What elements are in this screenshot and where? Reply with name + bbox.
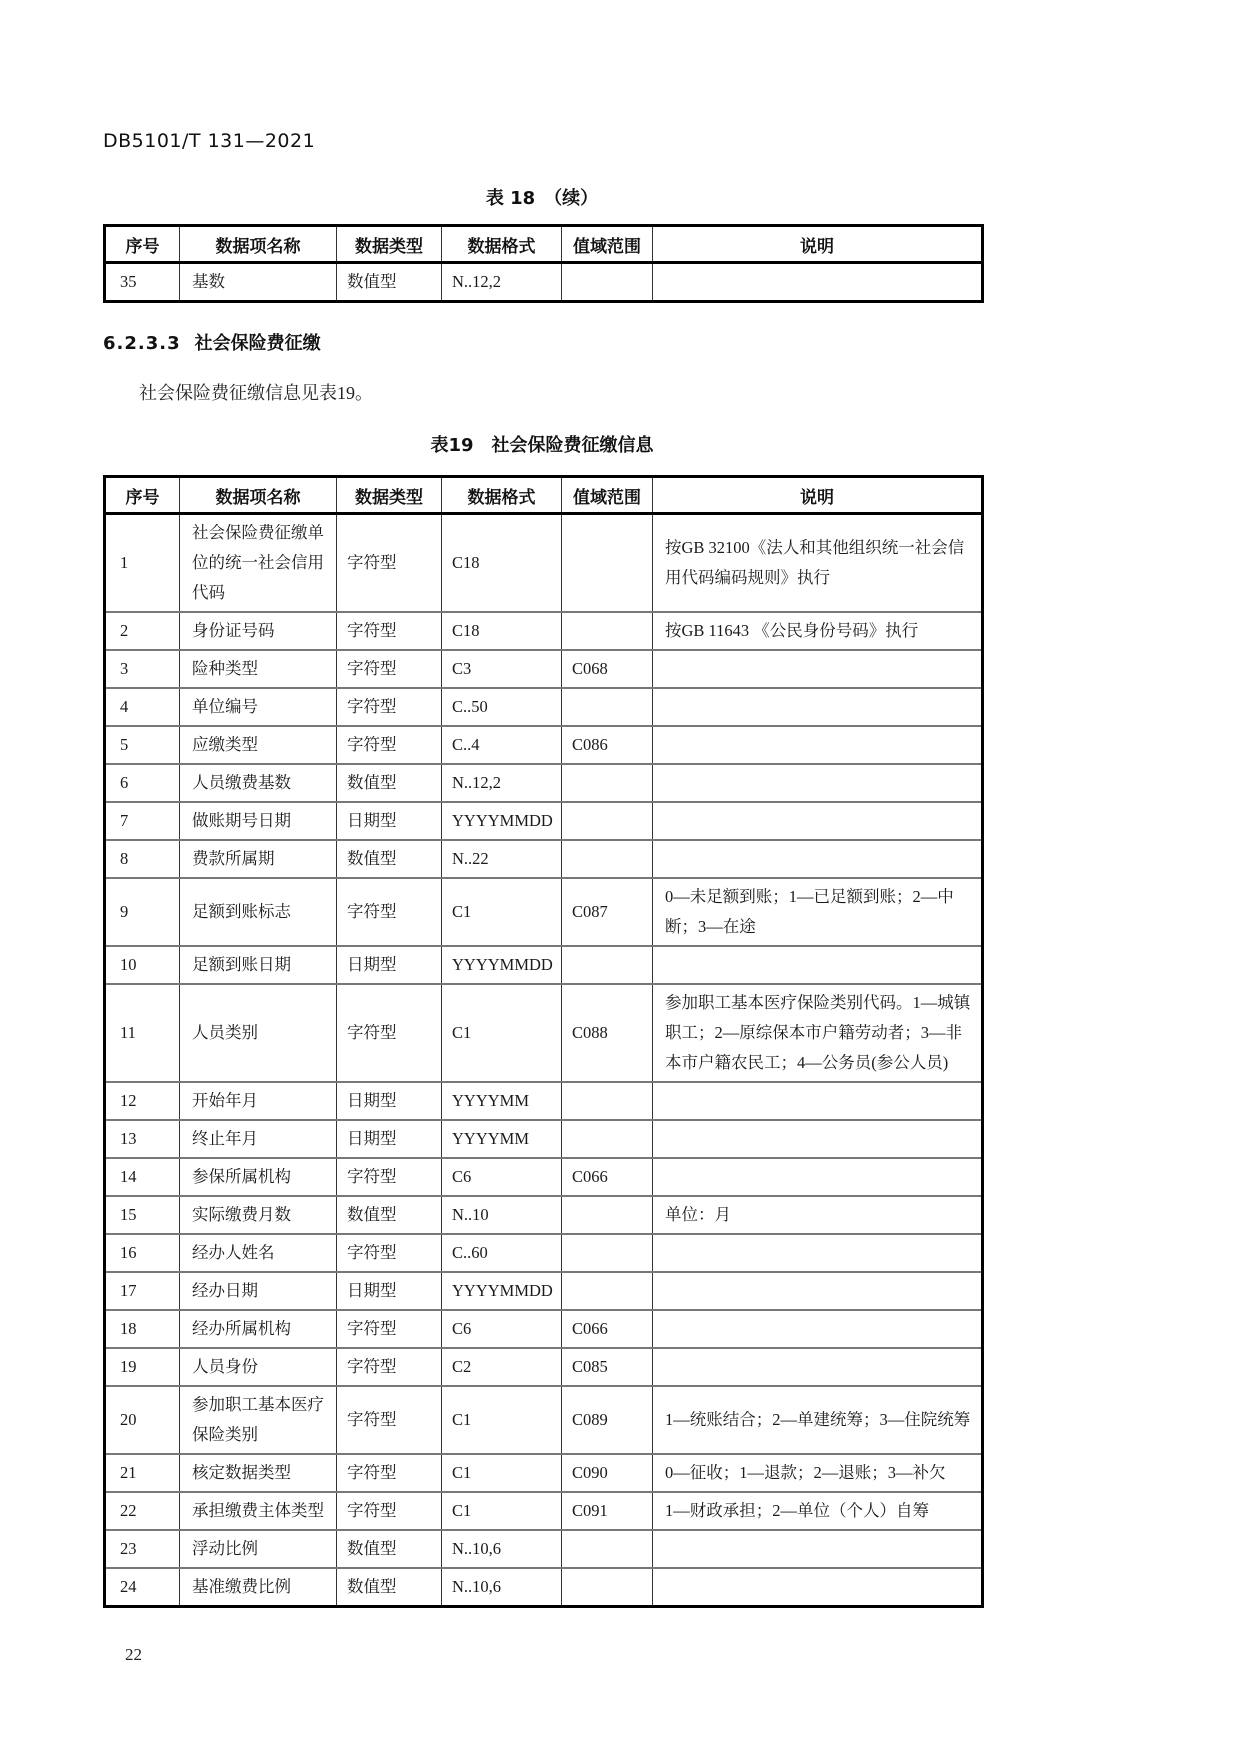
table-cell: 险种类型 bbox=[180, 650, 337, 688]
column-header: 值域范围 bbox=[562, 477, 653, 514]
table-cell: C066 bbox=[562, 1310, 653, 1348]
table-cell bbox=[653, 1272, 983, 1310]
table-cell: C6 bbox=[442, 1310, 562, 1348]
table19 bbox=[103, 475, 984, 1608]
table-cell bbox=[653, 726, 983, 764]
table-cell: 字符型 bbox=[337, 1492, 442, 1530]
table-cell bbox=[562, 840, 653, 878]
table-cell bbox=[653, 650, 983, 688]
table-cell: 9 bbox=[105, 878, 180, 946]
table-cell: 数值型 bbox=[337, 1568, 442, 1607]
table-cell: 0—未足额到账；1—已足额到账；2—中断；3—在途 bbox=[653, 878, 983, 946]
table-cell: 5 bbox=[105, 726, 180, 764]
table-cell: 11 bbox=[105, 984, 180, 1082]
table-cell: C18 bbox=[442, 514, 562, 613]
table-cell: 核定数据类型 bbox=[180, 1454, 337, 1492]
table-cell: 10 bbox=[105, 946, 180, 984]
table-cell: C..50 bbox=[442, 688, 562, 726]
page-content bbox=[103, 130, 981, 1608]
table-cell: 24 bbox=[105, 1568, 180, 1607]
table-row bbox=[105, 1082, 983, 1120]
table-cell: 社会保险费征缴单位的统一社会信用代码 bbox=[180, 514, 337, 613]
table-row bbox=[105, 514, 983, 613]
table-row bbox=[105, 1196, 983, 1234]
table-cell: 开始年月 bbox=[180, 1082, 337, 1120]
table-cell bbox=[653, 1568, 983, 1607]
table-cell: C089 bbox=[562, 1386, 653, 1454]
table-cell: 基数 bbox=[180, 263, 337, 302]
table-row bbox=[105, 878, 983, 946]
table-cell: 字符型 bbox=[337, 726, 442, 764]
table-cell: 人员缴费基数 bbox=[180, 764, 337, 802]
table-cell: N..12,2 bbox=[442, 764, 562, 802]
table-cell: 单位编号 bbox=[180, 688, 337, 726]
table-cell: 字符型 bbox=[337, 688, 442, 726]
table-row bbox=[105, 688, 983, 726]
table-cell: 字符型 bbox=[337, 1310, 442, 1348]
table-cell: 经办所属机构 bbox=[180, 1310, 337, 1348]
table-row bbox=[105, 1568, 983, 1607]
table-cell: 经办人姓名 bbox=[180, 1234, 337, 1272]
table-cell bbox=[562, 1568, 653, 1607]
table-row bbox=[105, 1234, 983, 1272]
table-cell: 人员身份 bbox=[180, 1348, 337, 1386]
table-cell: C1 bbox=[442, 984, 562, 1082]
table-cell: 字符型 bbox=[337, 878, 442, 946]
table-cell: C088 bbox=[562, 984, 653, 1082]
table-row bbox=[105, 946, 983, 984]
table-cell: 字符型 bbox=[337, 1234, 442, 1272]
table-cell: 16 bbox=[105, 1234, 180, 1272]
column-header: 值域范围 bbox=[562, 226, 653, 263]
table-cell: C087 bbox=[562, 878, 653, 946]
table-cell: 按GB 32100《法人和其他组织统一社会信用代码编码规则》执行 bbox=[653, 514, 983, 613]
table-cell: 数值型 bbox=[337, 1530, 442, 1568]
table-cell bbox=[562, 514, 653, 613]
table-cell: 17 bbox=[105, 1272, 180, 1310]
table-cell: 费款所属期 bbox=[180, 840, 337, 878]
page-number: 22 bbox=[125, 1645, 142, 1664]
table-row bbox=[105, 840, 983, 878]
table-cell: C090 bbox=[562, 1454, 653, 1492]
column-header: 数据类型 bbox=[337, 226, 442, 263]
table-cell: 8 bbox=[105, 840, 180, 878]
table-row bbox=[105, 802, 983, 840]
table-cell: 数值型 bbox=[337, 764, 442, 802]
table-cell bbox=[653, 1234, 983, 1272]
table-cell: 字符型 bbox=[337, 1386, 442, 1454]
table-cell: 人员类别 bbox=[180, 984, 337, 1082]
table-cell: YYYYMMDD bbox=[442, 1272, 562, 1310]
table-cell: 15 bbox=[105, 1196, 180, 1234]
table-cell: 6 bbox=[105, 764, 180, 802]
table-cell bbox=[653, 1530, 983, 1568]
table-cell: 19 bbox=[105, 1348, 180, 1386]
table-cell: 做账期号日期 bbox=[180, 802, 337, 840]
table-cell: 字符型 bbox=[337, 612, 442, 650]
table-cell: N..10,6 bbox=[442, 1568, 562, 1607]
column-header: 数据项名称 bbox=[180, 226, 337, 263]
table-cell bbox=[562, 612, 653, 650]
table-cell: 0—征收；1—退款；2—退账；3—补欠 bbox=[653, 1454, 983, 1492]
section-title: 社会保险费征缴 bbox=[194, 333, 321, 354]
table-cell: 字符型 bbox=[337, 984, 442, 1082]
table-cell bbox=[562, 688, 653, 726]
table-row bbox=[105, 263, 983, 302]
table-row bbox=[105, 650, 983, 688]
table-cell: 经办日期 bbox=[180, 1272, 337, 1310]
table-row bbox=[105, 1530, 983, 1568]
table-cell: 13 bbox=[105, 1120, 180, 1158]
table-cell: C2 bbox=[442, 1348, 562, 1386]
table-cell bbox=[562, 1530, 653, 1568]
table-cell: N..10,6 bbox=[442, 1530, 562, 1568]
table-cell: 2 bbox=[105, 612, 180, 650]
table-cell: 应缴类型 bbox=[180, 726, 337, 764]
table-cell: 4 bbox=[105, 688, 180, 726]
table-row bbox=[105, 1310, 983, 1348]
table-cell: 20 bbox=[105, 1386, 180, 1454]
table-cell bbox=[562, 1082, 653, 1120]
table-cell: N..10 bbox=[442, 1196, 562, 1234]
column-header: 数据类型 bbox=[337, 477, 442, 514]
table-cell bbox=[653, 1348, 983, 1386]
table-cell bbox=[562, 764, 653, 802]
table-cell: C18 bbox=[442, 612, 562, 650]
table-cell bbox=[562, 1196, 653, 1234]
table19-caption: 表19 社会保险费征缴信息 bbox=[430, 435, 654, 456]
table-row bbox=[105, 1386, 983, 1454]
table-cell: 参加职工基本医疗保险类别代码。1—城镇职工；2—原综保本市户籍劳动者；3—非本市户籍农民工；4—公务员(参公人员) bbox=[653, 984, 983, 1082]
table-cell: 3 bbox=[105, 650, 180, 688]
table-cell: 23 bbox=[105, 1530, 180, 1568]
table-row bbox=[105, 1272, 983, 1310]
column-header: 数据格式 bbox=[442, 477, 562, 514]
table-cell bbox=[653, 688, 983, 726]
table-cell: 字符型 bbox=[337, 1158, 442, 1196]
column-header: 说明 bbox=[653, 477, 983, 514]
column-header: 数据格式 bbox=[442, 226, 562, 263]
table-cell: 数值型 bbox=[337, 840, 442, 878]
document-number: DB5101/T 131—2021 bbox=[103, 130, 316, 152]
table-cell: 日期型 bbox=[337, 802, 442, 840]
table-cell: C3 bbox=[442, 650, 562, 688]
column-header: 序号 bbox=[105, 477, 180, 514]
table-cell: N..12,2 bbox=[442, 263, 562, 302]
table-cell: 单位：月 bbox=[653, 1196, 983, 1234]
table-cell: 日期型 bbox=[337, 1120, 442, 1158]
table-cell: YYYYMMDD bbox=[442, 946, 562, 984]
table18 bbox=[103, 224, 984, 303]
table-cell: C1 bbox=[442, 1454, 562, 1492]
table-cell: C1 bbox=[442, 1492, 562, 1530]
table-cell: 参保所属机构 bbox=[180, 1158, 337, 1196]
table-cell: 日期型 bbox=[337, 1272, 442, 1310]
table-cell: 1—统账结合；2—单建统筹；3—住院统筹 bbox=[653, 1386, 983, 1454]
table-cell: 数值型 bbox=[337, 263, 442, 302]
table-cell: 数值型 bbox=[337, 1196, 442, 1234]
table-row bbox=[105, 726, 983, 764]
table-cell: 足额到账日期 bbox=[180, 946, 337, 984]
table-cell: 日期型 bbox=[337, 946, 442, 984]
table-cell: 足额到账标志 bbox=[180, 878, 337, 946]
table-cell bbox=[562, 946, 653, 984]
table-cell: YYYYMMDD bbox=[442, 802, 562, 840]
table-cell bbox=[653, 840, 983, 878]
table-cell: 22 bbox=[105, 1492, 180, 1530]
table-cell: C6 bbox=[442, 1158, 562, 1196]
table18-header bbox=[105, 226, 983, 263]
intro-paragraph: 社会保险费征缴信息见表19。 bbox=[139, 383, 373, 403]
table-cell bbox=[653, 1082, 983, 1120]
table-cell: 1 bbox=[105, 514, 180, 613]
table-row bbox=[105, 612, 983, 650]
table-row bbox=[105, 984, 983, 1082]
table-row bbox=[105, 1158, 983, 1196]
table-cell: 18 bbox=[105, 1310, 180, 1348]
table-cell: 14 bbox=[105, 1158, 180, 1196]
table-row bbox=[105, 1492, 983, 1530]
table-cell: 按GB 11643 《公民身份号码》执行 bbox=[653, 612, 983, 650]
table19-header bbox=[105, 477, 983, 514]
table-cell: 字符型 bbox=[337, 514, 442, 613]
table-cell bbox=[562, 263, 653, 302]
table-cell: 身份证号码 bbox=[180, 612, 337, 650]
table-cell: YYYYMM bbox=[442, 1120, 562, 1158]
table-cell: C1 bbox=[442, 878, 562, 946]
table-cell: C085 bbox=[562, 1348, 653, 1386]
table-cell: 7 bbox=[105, 802, 180, 840]
table-row bbox=[105, 764, 983, 802]
table-cell: YYYYMM bbox=[442, 1082, 562, 1120]
table-cell bbox=[653, 764, 983, 802]
table18-body bbox=[105, 263, 983, 302]
table-cell: 承担缴费主体类型 bbox=[180, 1492, 337, 1530]
table-cell: 浮动比例 bbox=[180, 1530, 337, 1568]
table-cell: 参加职工基本医疗保险类别 bbox=[180, 1386, 337, 1454]
table-cell: C066 bbox=[562, 1158, 653, 1196]
table-cell: N..22 bbox=[442, 840, 562, 878]
section-heading bbox=[103, 329, 981, 355]
table-cell bbox=[653, 263, 983, 302]
table19-body bbox=[105, 514, 983, 1607]
table-cell: C..4 bbox=[442, 726, 562, 764]
table-cell: 字符型 bbox=[337, 1348, 442, 1386]
table-cell: 1—财政承担；2—单位（个人）自筹 bbox=[653, 1492, 983, 1530]
table-row bbox=[105, 1454, 983, 1492]
column-header: 序号 bbox=[105, 226, 180, 263]
table-cell bbox=[562, 1234, 653, 1272]
table18-caption: 表 18 （续） bbox=[485, 188, 599, 209]
table-cell bbox=[562, 1120, 653, 1158]
table-row bbox=[105, 1348, 983, 1386]
table-cell: C091 bbox=[562, 1492, 653, 1530]
table-cell bbox=[653, 946, 983, 984]
table-cell bbox=[562, 1272, 653, 1310]
table-cell bbox=[653, 1310, 983, 1348]
table-cell: 实际缴费月数 bbox=[180, 1196, 337, 1234]
table-cell: 基准缴费比例 bbox=[180, 1568, 337, 1607]
table-row bbox=[105, 1120, 983, 1158]
column-header: 数据项名称 bbox=[180, 477, 337, 514]
section-number: 6.2.3.3 bbox=[103, 333, 181, 354]
table-cell bbox=[653, 1158, 983, 1196]
table-cell bbox=[653, 1120, 983, 1158]
table-cell: C1 bbox=[442, 1386, 562, 1454]
table-cell: 字符型 bbox=[337, 1454, 442, 1492]
table-cell: 终止年月 bbox=[180, 1120, 337, 1158]
table-cell bbox=[653, 802, 983, 840]
table-cell: 21 bbox=[105, 1454, 180, 1492]
table-cell: 12 bbox=[105, 1082, 180, 1120]
table-cell: 日期型 bbox=[337, 1082, 442, 1120]
column-header: 说明 bbox=[653, 226, 983, 263]
table-cell: 字符型 bbox=[337, 650, 442, 688]
table-cell: C..60 bbox=[442, 1234, 562, 1272]
table-cell bbox=[562, 802, 653, 840]
table-cell: C086 bbox=[562, 726, 653, 764]
table-cell: 35 bbox=[105, 263, 180, 302]
table-cell: C068 bbox=[562, 650, 653, 688]
